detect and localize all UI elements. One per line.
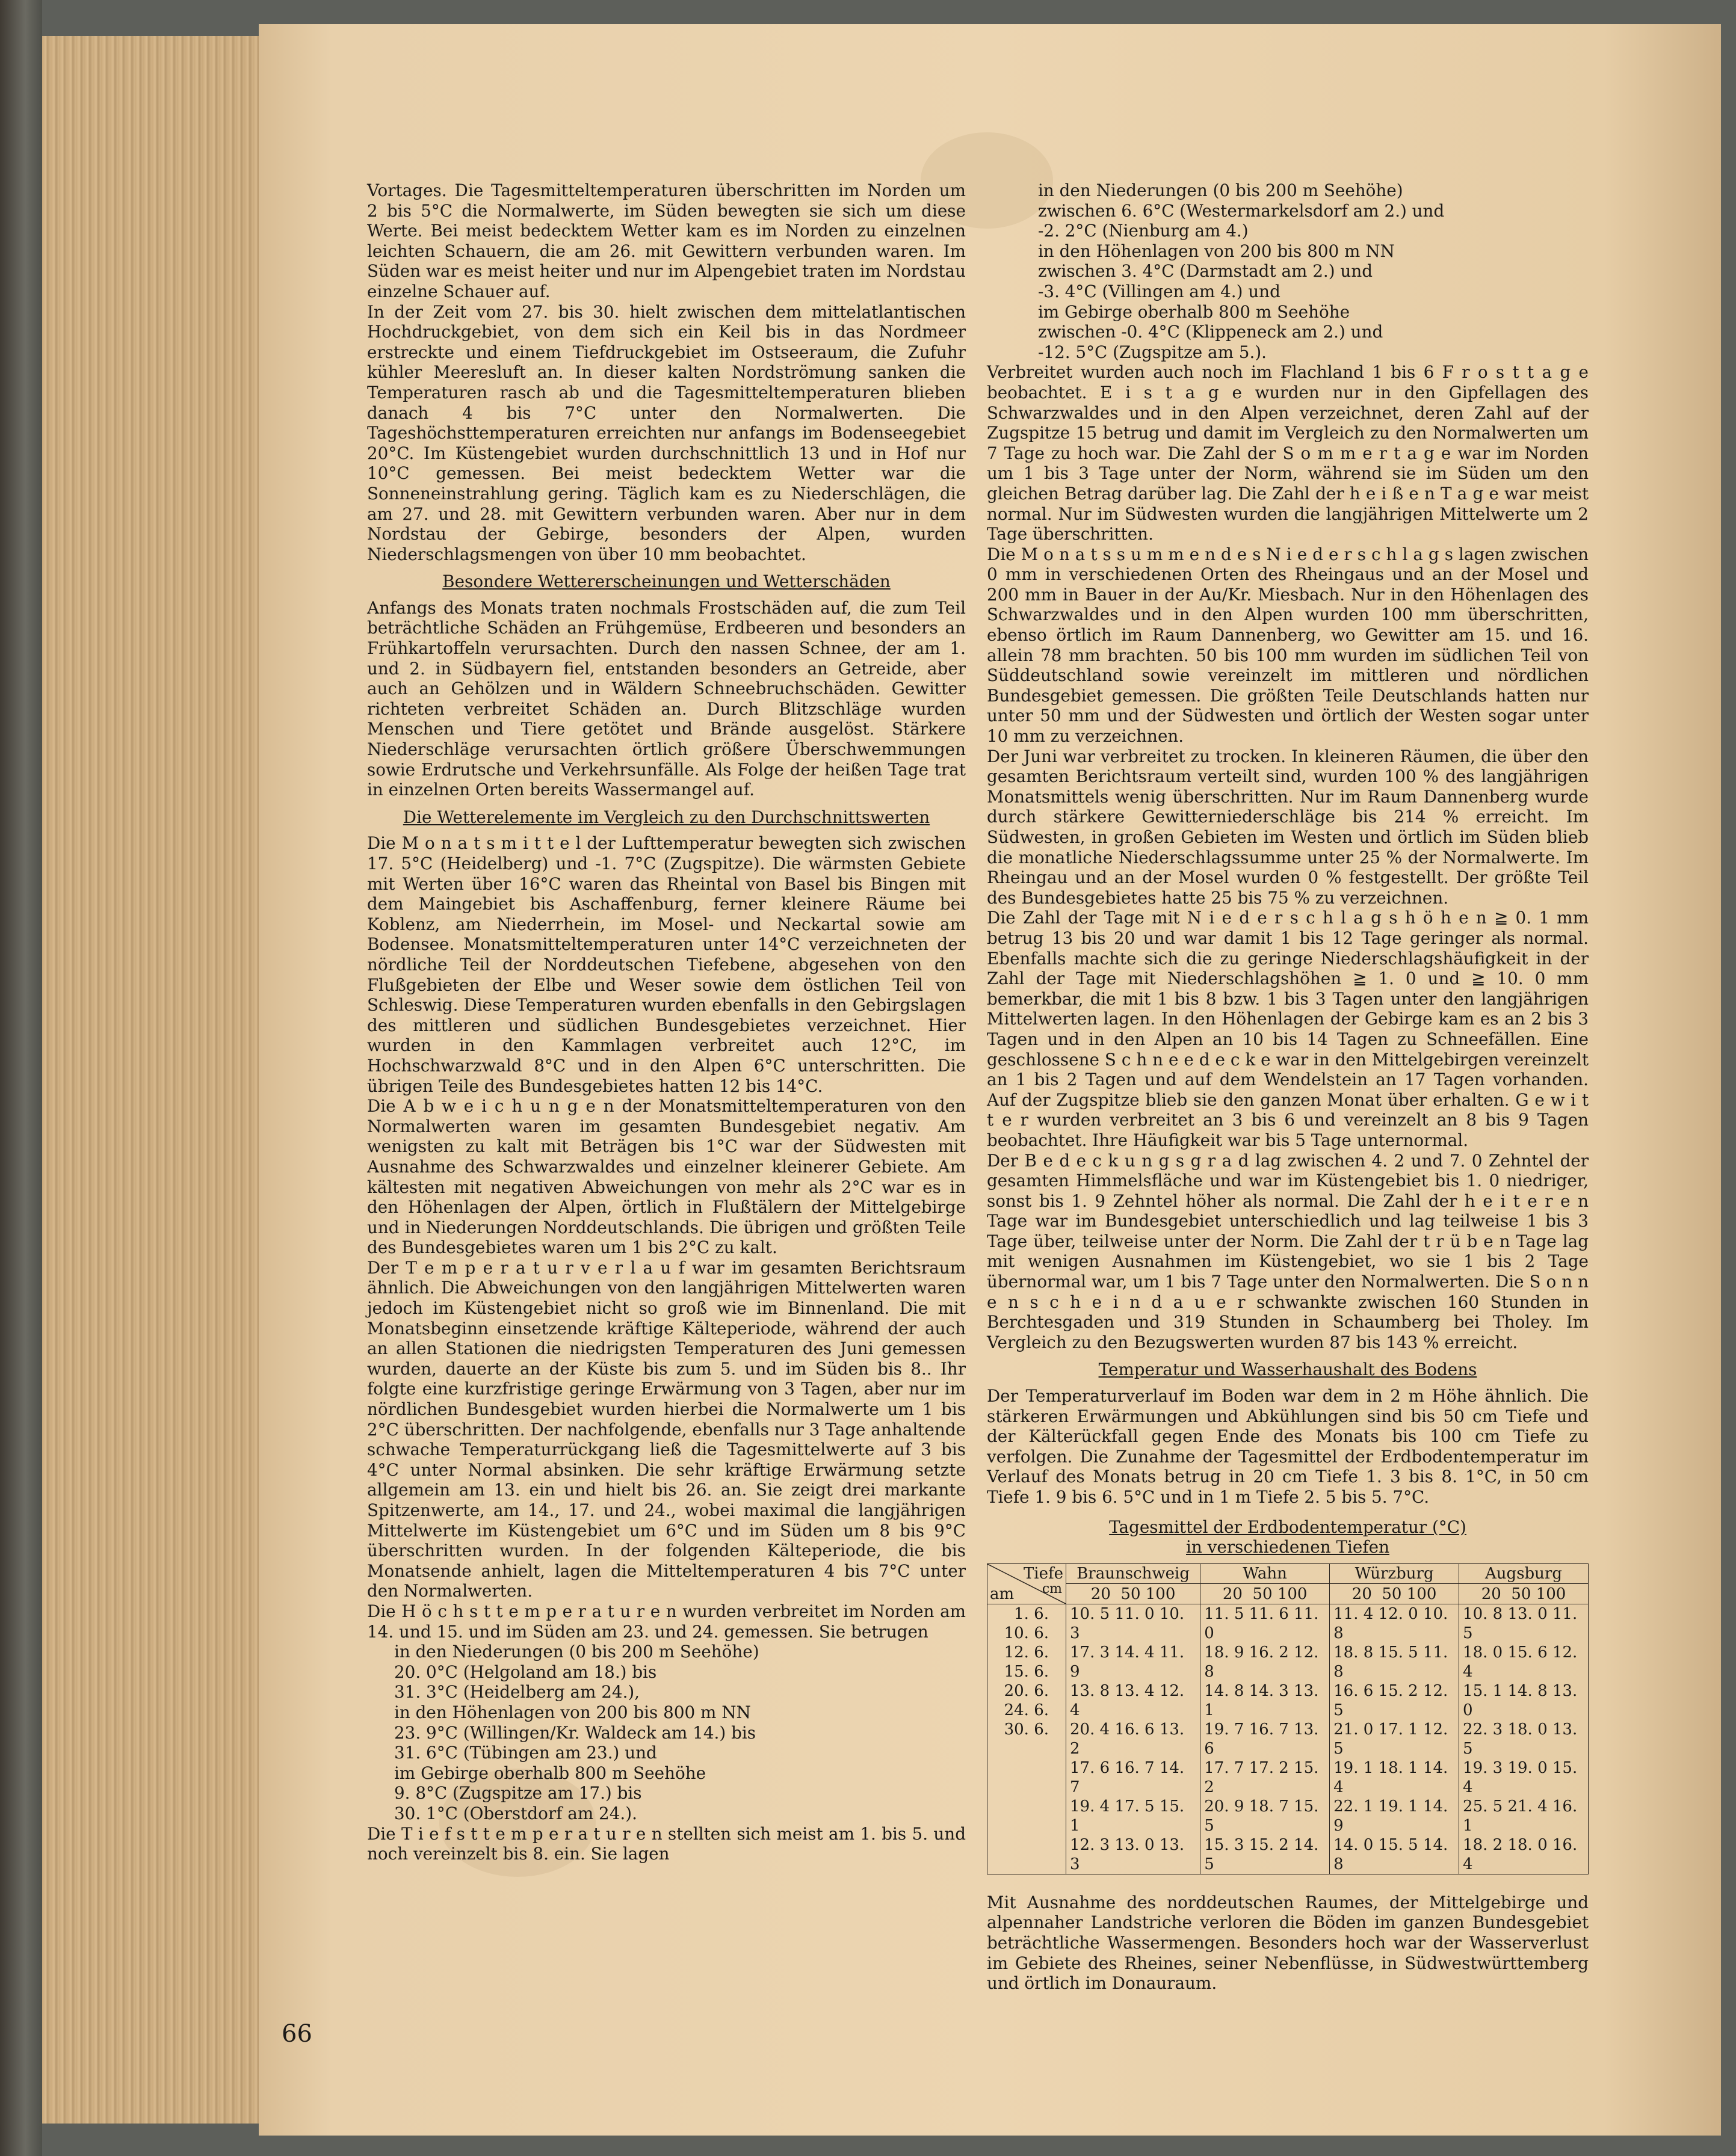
date-cell: 1. 6. xyxy=(1014,1604,1049,1623)
depth-header: 20 50 100 xyxy=(1200,1584,1330,1604)
table-corner-cell xyxy=(987,1563,1066,1604)
depth-header: 20 50 100 xyxy=(1330,1584,1459,1604)
list-item: -12. 5°C (Zugspitze am 5.). xyxy=(1038,342,1267,362)
corner-date-label: am xyxy=(990,1585,1015,1603)
corner-unit-label: cm xyxy=(1042,1581,1062,1597)
date-cell: 30. 6. xyxy=(1004,1720,1049,1739)
heading-weather-damage: Besondere Wettererscheinungen und Wetterschäden xyxy=(442,571,891,592)
date-column xyxy=(987,1604,1066,1874)
list-item: im Gebirge oberhalb 800 m Seehöhe xyxy=(1038,301,1350,322)
weather-elements-paragraph: Die M o n a t s m i t t e l der Lufttemperatur bewegten sich zwischen 17. 5°C (Heidelberg) und -1. 7°C (Zugspitze). Die wärmsten Gebiete mit Werten über 16°C waren das Rheintal von Basel bis Bingen mit dem Maingebiet bis Aschaffenburg, ferner kleinere Räume bei Koblenz, am Niederrhein, im Mosel- und Neckartal sowie am Bodensee. Monatsmitteltemperaturen unter 14°C verzeichneten der nördliche Teil der Norddeutschen Tiefebene, abgesehen von den Flußgebieten der Elbe und Weser sowie dem östlichen Teil von Schleswig. Diese Temperaturen wurden ebenfalls in den Gebirgslagen des mittleren und südlichen Bundesgebietes verzeichnet. Hier wurden in den Kammlagen verbreitet auch 12°C, im Hochschwarzwald 8°C und in den Alpen 6°C unterschritten. Die übrigen Teile des Bundesgebietes hatten 12 bis 14°C. Die A b w e i c h u n g e n der Monatsmitteltemperaturen von den Normalwerten waren im gesamten Bundesgebiet negativ. Am wenigsten zu kalt mit Beträgen bis 1°C war der Südwesten mit Ausnahme des Schwarzwaldes und einzelner kleinerer Gebiete. Am kältesten mit negativen Abweichungen von mehr als 2°C war es in den Höhenlagen der Alpen, örtlich in Flußtälern der Mittelgebirge und in Niederungen Norddeutschlands. Die übrigen und größten Teile des Bundesgebietes waren um 1 bis 2°C zu kalt. Der T e m p e r a t u r v e r l a u f war im gesamten Berichtsraum ähnlich. Die Abweichungen von den langjährigen Mittelwerten waren jedoch im Küstengebiet nicht so groß wie im Binnenland. Die mit Monatsbeginn einsetzende kräftige Kälteperiode, während der auch an allen Stationen die niedrigsten Temperaturen des Juni gemessen wurden, dauerte an der Küste bis zum 5. und im Süden bis 8.. Ihr folgte eine kurzfristige geringe Erwärmung von 3 Tagen, aber nur im nördlichen Bundesgebiet wurden hierbei die Normalwerte um 1 bis 2°C überschritten. Der nachfolgende, ebenfalls nur 3 Tage anhaltende schwache Temperaturrückgang ließ die Tagesmittelwerte auf 3 bis 4°C unter Normal absinken. Die sehr kräftige Erwärmung setzte allgemein am 13. ein und hielt bis 26. an. Sie zeigt drei markante Spitzenwerte, am 14., 17. und 24., wobei maximal die langjährigen Mittelwerte im Küstengebiet um 6°C und im Süden um 8 bis 9°C überschritten wurden. In der folgenden Kälteperiode, die bis Monatsende anhielt, lagen die Mitteltemperaturen 4 bis 7°C unter den Normalwerten. Die H ö c h s t t e m p e r a t u r e n wurden verbreitet im Norden am 14. und 15. und im Süden am 23. und 24. gemessen. Sie betrugen xyxy=(367,833,966,1642)
left-column xyxy=(367,180,966,1864)
date-cell: 20. 6. xyxy=(1004,1681,1049,1700)
table-title xyxy=(987,1517,1589,1557)
station-header: Wahn xyxy=(1200,1563,1330,1584)
max-temperature-list xyxy=(367,1642,966,1823)
table-depth-row xyxy=(987,1584,1589,1604)
book-spine xyxy=(0,0,42,2156)
corner-depth-label: Tiefe xyxy=(1023,1564,1063,1583)
list-item: 30. 1°C (Oberstdorf am 24.). xyxy=(394,1803,637,1823)
station-values: 10. 8 13. 0 11. 5 18. 0 15. 6 12. 4 15. 1 14. 8 13. 0 22. 3 18. 0 13. 5 19. 3 19. 0 15. 4 25. 5 21. 4 16. 1 18. 2 18. 0 16. 4 xyxy=(1459,1604,1589,1874)
list-item: 31. 3°C (Heidelberg am 24.), xyxy=(394,1682,640,1702)
weather-damage-paragraph: Anfangs des Monats traten nochmals Frostschäden auf, die zum Teil beträchtliche Schäden an Frühgemüse, Erdbeeren und besonders an Frühkartoffeln verursachten. Durch den nassen Schnee, der am 1. und 2. in Südbayern fiel, entstanden besonders an Getreide, aber auch an Gehölzen und in Wäldern Schneebruchschäden. Gewitter richteten verbreitet Schäden an. Durch Blitzschläge wurden Menschen und Tiere getötet und Brände ausgelöst. Stärkere Niederschläge verursachten örtlich größere Überschwemmungen sowie Erdrutsche und Verkehrsunfälle. Als Folge der heißen Tage trat in einzelnen Orten bereits Wassermangel auf. xyxy=(367,597,966,800)
list-item: im Gebirge oberhalb 800 m Seehöhe xyxy=(394,1763,706,1783)
depth-header: 20 50 100 xyxy=(1459,1584,1589,1604)
heading-weather-elements: Die Wetterelemente im Vergleich zu den Durchschnittswerten xyxy=(403,807,930,827)
heading-soil: Temperatur und Wasserhaushalt des Bodens xyxy=(1098,1360,1477,1380)
list-item: in den Niederungen (0 bis 200 m Seehöhe) xyxy=(394,1642,759,1662)
soil-temperature-table xyxy=(987,1563,1589,1874)
table-title-line2: in verschiedenen Tiefen xyxy=(1185,1537,1389,1557)
closing-paragraph: Die T i e f s t t e m p e r a t u r e n stellten sich meist am 1. bis 5. und noch vereinzelt bis 8. ein. Sie lagen xyxy=(367,1823,966,1864)
list-item: 9. 8°C (Zugspitze am 17.) bis xyxy=(394,1783,642,1803)
list-item: zwischen 3. 4°C (Darmstadt am 2.) und xyxy=(1038,261,1373,282)
list-item: -2. 2°C (Nienburg am 4.) xyxy=(1038,221,1249,241)
list-item: -3. 4°C (Villingen am 4.) und xyxy=(1038,281,1280,301)
soil-paragraph: Der Temperaturverlauf im Boden war dem in 2 m Höhe ähnlich. Die stärkeren Erwärmungen und Abkühlungen sind bis 50 cm Tiefe und der Kälterückfall gegen Ende des Monats bis 100 cm Tiefe zu verfolgen. Die Zunahme der Tagesmittel der Erdbodentemperatur im Verlauf des Monats betrug in 20 cm Tiefe 1. 3 bis 8. 1°C, in 50 cm Tiefe 1. 9 bis 6. 5°C und in 1 m Tiefe 2. 5 bis 5. 7°C. xyxy=(987,1386,1589,1507)
table-body-row xyxy=(987,1604,1589,1874)
date-cell: 24. 6. xyxy=(1004,1701,1049,1719)
list-item: in den Niederungen (0 bis 200 m Seehöhe) xyxy=(1038,180,1403,200)
station-values: 11. 5 11. 6 11. 0 18. 9 16. 2 12. 8 14. 8 14. 3 13. 1 19. 7 16. 7 13. 6 17. 7 17. 2 15. 2 20. 9 18. 7 15. 5 15. 3 15. 2 14. 5 xyxy=(1200,1604,1330,1874)
list-item: in den Höhenlagen von 200 bis 800 m NN xyxy=(394,1702,751,1722)
station-values: 10. 5 11. 0 10. 3 17. 3 14. 4 11. 9 13. 8 13. 4 12. 4 20. 4 16. 6 13. 2 17. 6 16. 7 14. 7 19. 4 17. 5 15. 1 12. 3 13. 0 13. 3 xyxy=(1066,1604,1200,1874)
page-number: 66 xyxy=(282,2020,312,2048)
station-header: Braunschweig xyxy=(1066,1563,1200,1584)
list-item: 23. 9°C (Willingen/Kr. Waldeck am 14.) bis xyxy=(394,1722,756,1743)
frost-precipitation-paragraph: Verbreitet wurden auch noch im Flachland 1 bis 6 F r o s t t a g e beobachtet. E i s t a g e wurden nur in den Gipfellagen des Schwarzwaldes und in den Alpen verzeichnet, deren Zahl auf der Zugspitze 15 betrug und damit im Vergleich zu den Normalwerten um 7 Tage zu hoch war. Die Zahl der S o m m e r t a g e war im Norden um 1 bis 3 Tage unter der Norm, während sie im Süden um den gleichen Betrag darüber lag. Die Zahl der h e i ß e n T a g e war meist normal. Nur im Südwesten wurden die langjährigen Mittelwerte um 2 Tage überschritten. Die M o n a t s s u m m e n d e s N i e d e r s c h l a g s lagen zwischen 0 mm in verschiedenen Orten des Rheingaus und an der Mosel und 200 mm in Bauer in der Au/Kr. Miesbach. Nur in den Höhenlagen des Schwarzwaldes und in den Alpen wurden 100 mm überschritten, ebenso örtlich im Raum Dannenberg, wo Gewitter am 15. und 16. allein 78 mm brachten. 50 bis 100 mm wurden im südlichen Teil von Süddeutschland sowie vereinzelt im mittleren und nördlichen Bundesgebiet gemessen. Die größten Teile Deutschlands hatten nur unter 50 mm und der Südwesten und örtlich der Westen sogar unter 10 mm zu verzeichnen. Der Juni war verbreitet zu trocken. In kleineren Räumen, die über den gesamten Berichtsraum verteilt sind, wurden 100 % des langjährigen Monatsmittels wenig überschritten. Nur im Raum Dannenberg wurde durch stärkere Gewitterniederschläge bis 214 % erreicht. Im Südwesten, in großen Gebieten im Westen und örtlich im Süden blieb die monatliche Niederschlagssumme unter 25 % der Normalwerte. Im Rheingau und an der Mosel wurden 0 % festgestellt. Der größte Teil des Bundesgebietes hatte 25 bis 75 % zu verzeichnen. Die Zahl der Tage mit N i e d e r s c h l a g s h ö h e n ≧ 0. 1 mm betrug 13 bis 20 und war damit 1 bis 12 Tage geringer als normal. Ebenfalls machte sich die zu geringe Niederschlagshäufigkeit in der Zahl der Tage mit Niederschlagshöhen ≧ 1. 0 und ≧ 10. 0 mm bemerkbar, die mit 1 bis 8 bzw. 1 bis 3 Tagen unter den langjährigen Mittelwerten lagen. In den Höhenlagen der Gebirge kam es an 2 bis 3 Tagen und in den Alpen an 10 bis 14 Tagen zu Schneefällen. Eine geschlossene S c h n e e d e c k e war in den Mittelgebirgen vereinzelt an 1 bis 2 Tagen und auf dem Wendelstein an 17 Tagen vorhanden. Auf der Zugspitze blieb sie den ganzen Monat über erhalten. G e w i t t e r wurden verbreitet an 3 bis 6 und vereinzelt an 8 bis 9 Tagen beobachtet. Ihre Häufigkeit war bis 5 Tage unternormal. Der B e d e c k u n g s g r a d lag zwischen 4. 2 und 7. 0 Zehntel der gesamten Himmelsfläche und war im Küstengebiet bis 1. 0 niedriger, sonst bis 1. 9 Zehntel höher als normal. Die Zahl der h e i t e r e n Tage war im Bundesgebiet unterschiedlich und lag teilweise 1 bis 3 Tage über, teilweise unter der Norm. Die Zahl der t r ü b e n Tage lag mit wenigen Ausnahmen im Küstengebiet, wo sie 1 bis 2 Tage übernormal war, um 1 bis 7 Tage unter den Normalwerten. Die S o n n e n s c h e i n d a u e r schwankte zwischen 160 Stunden in Berchtesgaden und 319 Stunden in Schaumberg bei Tholey. Im Vergleich zu den Bezugswerten wurden 87 bis 143 % erreicht. xyxy=(987,362,1589,1352)
station-header: Würzburg xyxy=(1330,1563,1459,1584)
list-item: in den Höhenlagen von 200 bis 800 m NN xyxy=(1038,241,1395,261)
station-header: Augsburg xyxy=(1459,1563,1589,1584)
book-page xyxy=(259,24,1721,2136)
page-edges xyxy=(42,36,261,2124)
list-item: 31. 6°C (Tübingen am 23.) und xyxy=(394,1743,657,1763)
station-values: 11. 4 12. 0 10. 8 18. 8 15. 5 11. 8 16. 6 15. 2 12. 5 21. 0 17. 1 12. 5 19. 1 18. 1 14. 4 22. 1 19. 1 14. 9 14. 0 15. 5 14. 8 xyxy=(1330,1604,1459,1874)
table-header-row xyxy=(987,1563,1589,1584)
min-temperature-list xyxy=(987,180,1589,362)
date-cell: 10. 6. xyxy=(1004,1624,1049,1642)
date-cell: 12. 6. xyxy=(1004,1643,1049,1662)
table-title-line1: Tagesmittel der Erdbodentemperatur (°C) xyxy=(1109,1517,1466,1537)
list-item: zwischen 6. 6°C (Westermarkelsdorf am 2.) und xyxy=(1038,200,1445,221)
date-cell: 15. 6. xyxy=(1004,1662,1049,1681)
intro-paragraph: Vortages. Die Tagesmitteltemperaturen überschritten im Norden um 2 bis 5°C die Normalwerte, im Süden bewegten sie sich um diese Werte. Bei meist bedecktem Wetter kam es im Norden zu einzelnen leichten Schauern, die am 26. mit Gewittern verbunden waren. Im Süden war es meist heiter und nur im Alpengebiet traten im Nordstau einzelne Schauer auf. In der Zeit vom 27. bis 30. hielt zwischen dem mittelatlantischen Hochdruckgebiet, von dem sich ein Keil bis in das Nordmeer erstreckte und einem Tiefdruckgebiet im Ostseeraum, die Zufuhr kühler Meeresluft an. In dieser kalten Nordströmung sanken die Temperaturen rasch ab und die Tagesmitteltemperaturen blieben danach 4 bis 7°C unter den Normalwerten. Die Tageshöchsttemperaturen erreichten nur anfangs im Bodenseegebiet 20°C. Im Küstengebiet wurden durchschnittlich 13 und in Hof nur 10°C gemessen. Bei meist bedecktem Wetter war die Sonneneinstrahlung gering. Täglich kam es zu Niederschlägen, die am 27. und 28. mit Gewittern verbunden waren. Aber nur in dem Nordstau der Gebirge, besonders der Alpen, wurden Niederschlagsmengen von über 10 mm beobachtet. xyxy=(367,180,966,564)
water-loss-paragraph: Mit Ausnahme des norddeutschen Raumes, der Mittelgebirge und alpennaher Landstriche verloren die Böden im ganzen Bundesgebiet beträchtliche Wassermengen. Besonders hoch war der Wasserverlust im Gebiete des Rheines, seiner Nebenflüsse, in Südwestwürttemberg und örtlich im Donauraum. xyxy=(987,1892,1589,1994)
right-column xyxy=(987,180,1589,1994)
list-item: 20. 0°C (Helgoland am 18.) bis xyxy=(394,1662,657,1682)
depth-header: 20 50 100 xyxy=(1066,1584,1200,1604)
list-item: zwischen -0. 4°C (Klippeneck am 2.) und xyxy=(1038,322,1383,342)
